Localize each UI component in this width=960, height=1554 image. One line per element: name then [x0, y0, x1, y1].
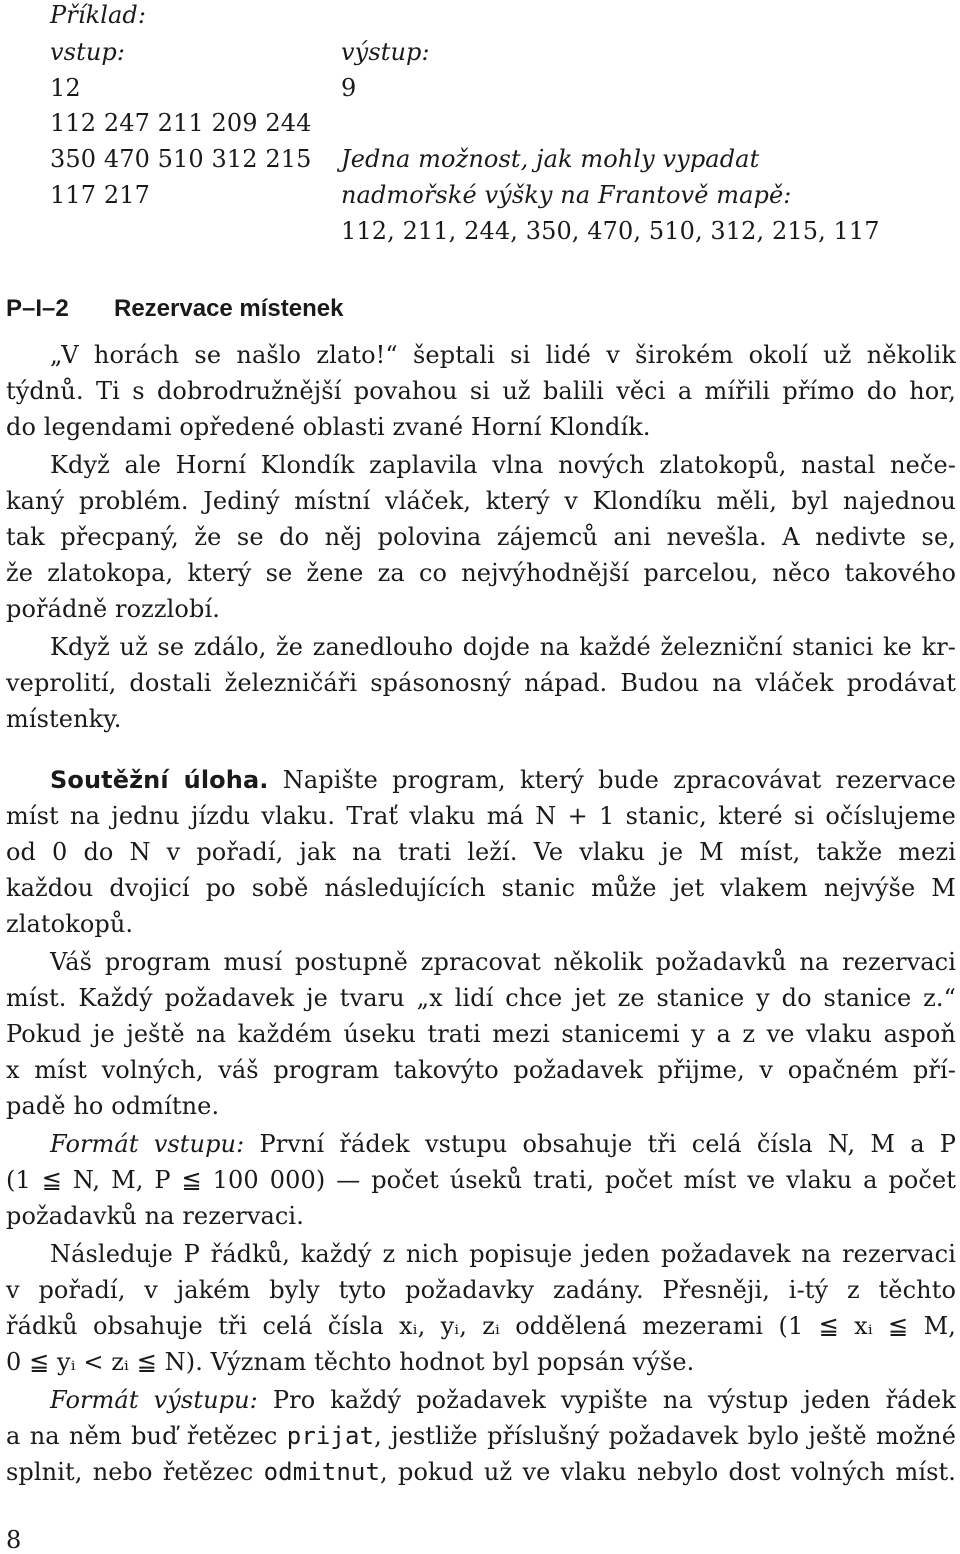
task-code: P–I–2: [6, 295, 69, 322]
task-heading: [6, 294, 344, 324]
paragraph-line: zlatokopů.: [6, 910, 134, 938]
output-format-text: Pro každý požadavek vypište na výstup jeden řádek: [272, 1386, 957, 1414]
example-input-line: 350 470 510 312 215: [50, 145, 312, 173]
input-format-label: Formát vstupu:: [50, 1130, 245, 1158]
page-number: 8: [6, 1526, 22, 1554]
example-input-label: vstup:: [50, 38, 126, 66]
paragraph-line: [6, 1457, 956, 1487]
paragraph-line: požadavků na rezervaci.: [6, 1202, 304, 1230]
paragraph-line: (1 ≦ N, M, P ≦ 100 000) — počet úseků trati, počet míst ve vlaku a počet: [6, 1166, 956, 1194]
paragraph-line: že zlatokopa, který se žene za co nejvýhodnější parcelou, něco takového: [6, 559, 956, 587]
paragraph-line: veprolití, dostali železničáři spásonosný nápad. Budou na vláček prodávat: [6, 669, 956, 697]
paragraph-line: Váš program musí postupně zpracovat několik požadavků na rezervaci: [50, 948, 956, 976]
paragraph-line: od 0 do N v pořadí, jak na trati leží. Ve vlaku je M míst, takže mezi: [6, 838, 956, 866]
paragraph-line: místenky.: [6, 705, 122, 733]
code-prijat: prijat: [286, 1422, 375, 1450]
example-output-line: nadmořské výšky na Frantově mapě:: [341, 181, 792, 209]
paragraph-line: Když už se zdálo, že zanedlouho dojde na každé železniční stanici ke kr-: [50, 633, 956, 661]
paragraph-line: „V horách se našlo zlato!“ šeptali si lidé v širokém okolí už několik: [50, 341, 956, 369]
example-input-line: 12: [50, 74, 81, 102]
paragraph-line: pořádně rozzlobí.: [6, 595, 220, 623]
paragraph-line: kaný problém. Jediný místní vláček, který v Klondíku měli, byl najednou: [6, 487, 956, 515]
example-output-label: výstup:: [341, 38, 430, 66]
contest-label: Soutěžní úloha.: [50, 766, 269, 794]
example-output-line: 112, 211, 244, 350, 470, 510, 312, 215, 117: [341, 217, 880, 245]
example-title: Příklad:: [50, 1, 147, 29]
output-format-text: , jestliže příslušný požadavek bylo ještě možné: [374, 1422, 957, 1450]
paragraph-line: míst. Každý požadavek je tvaru „x lidí chce jet ze stanice y do stanice z.“: [6, 984, 956, 1012]
paragraph-line: padě ho odmítne.: [6, 1092, 220, 1120]
contest-text: Napište program, který bude zpracovávat rezervace: [282, 766, 957, 794]
code-odmitnut: odmitnut: [263, 1458, 380, 1486]
paragraph-line: týdnů. Ti s dobrodružnější povahou si už balili věci a mířili přímo do hor,: [6, 377, 956, 405]
example-output-line: Jedna možnost, jak mohly vypadat: [341, 145, 760, 173]
paragraph-line: [6, 1385, 956, 1415]
paragraph-line: Následuje P řádků, každý z nich popisuje jeden požadavek na rezervaci: [50, 1240, 956, 1268]
task-title: Rezervace místenek: [114, 295, 344, 322]
paragraph-line: každou dvojicí po sobě následujících stanic může jet vlakem nejvýše M: [6, 874, 956, 902]
paragraph-line: míst na jednu jízdu vlaku. Trať vlaku má N + 1 stanic, které si očíslujeme: [6, 802, 956, 830]
output-format-text: splnit, nebo řetězec: [6, 1458, 264, 1486]
input-format-text: První řádek vstupu obsahuje tři celá čísla N, M a P: [259, 1130, 956, 1158]
paragraph-line: [6, 1129, 956, 1159]
output-format-label: Formát výstupu:: [50, 1386, 258, 1414]
output-format-text: , pokud už ve vlaku nebylo dost volných míst.: [380, 1458, 956, 1486]
paragraph-line: x míst volných, váš program takovýto požadavek přijme, v opačném pří-: [6, 1056, 956, 1084]
example-input-line: 112 247 211 209 244: [50, 109, 312, 137]
paragraph-line: tak přecpaný, že se do něj polovina zájemců ani nevešla. A nedivte se,: [6, 523, 956, 551]
paragraph-line: 0 ≦ yᵢ < zᵢ ≦ N). Význam těchto hodnot byl popsán výše.: [6, 1348, 695, 1376]
paragraph-line: [6, 765, 956, 795]
example-output-line: 9: [341, 74, 357, 102]
paragraph-line: v pořadí, v jakém byly tyto požadavky zadány. Přesněji, i-tý z těchto: [6, 1276, 956, 1304]
paragraph-line: Když ale Horní Klondík zaplavila vlna nových zlatokopů, nastal neče-: [50, 451, 956, 479]
output-format-text: a na něm buď řetězec: [6, 1422, 287, 1450]
paragraph-line: Pokud je ještě na každém úseku trati mezi stanicemi y a z ve vlaku aspoň: [6, 1020, 956, 1048]
paragraph-line: řádků obsahuje tři celá čísla xᵢ, yᵢ, zᵢ oddělená mezerami (1 ≦ xᵢ ≦ M,: [6, 1312, 956, 1340]
example-input-line: 117 217: [50, 181, 150, 209]
paragraph-line: do legendami opředené oblasti zvané Horní Klondík.: [6, 413, 651, 441]
paragraph-line: [6, 1421, 956, 1451]
